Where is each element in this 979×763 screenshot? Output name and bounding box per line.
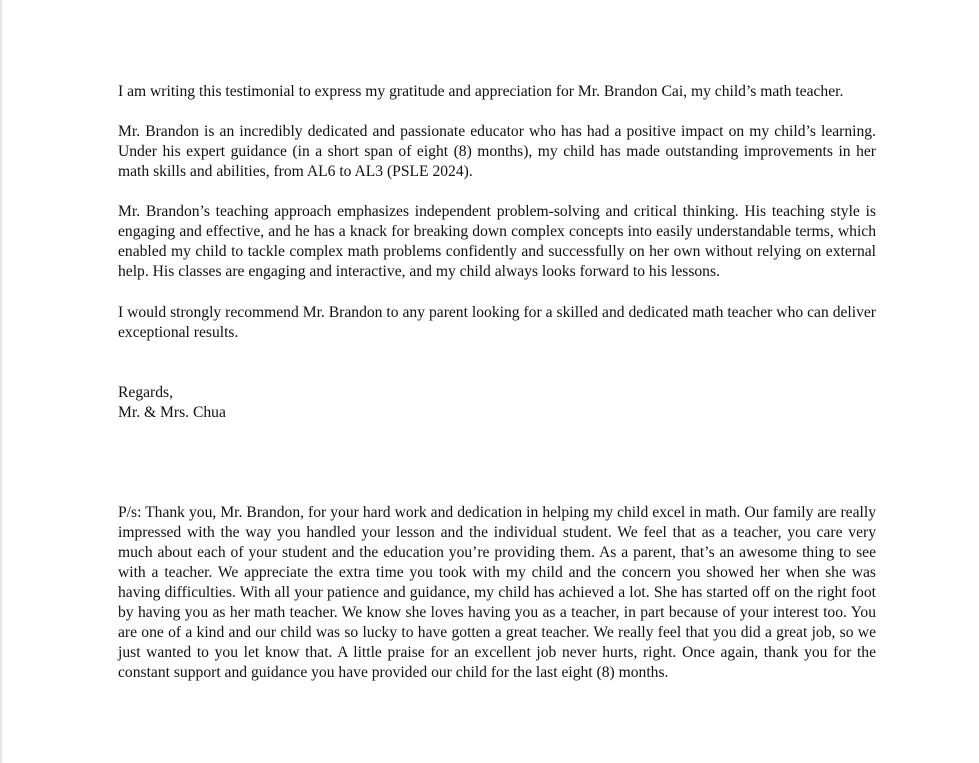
intro-paragraph: I am writing this testimonial to express my gratitude and appreciation for Mr. Brandon Cai, my child’s math teacher. <box>118 83 844 100</box>
body-paragraph-2: Mr. Brandon’s teaching approach emphasizes independent problem-solving and critical thinking. His teaching style is engaging and effective, and he has a knack for breaking down complex concepts into easily understandable terms, which enabled my child to tackle complex math problems confidently and successfully on her own without relying on external help. His classes are engaging and interactive, and my child always looks forward to his lessons. <box>118 203 876 280</box>
closing-text: Regards, <box>118 384 173 401</box>
body-paragraph-3: I would strongly recommend Mr. Brandon to any parent looking for a skilled and dedicated math teacher who can deliver exceptional results. <box>118 304 876 341</box>
signature-block <box>118 383 876 423</box>
body-paragraph-1: Mr. Brandon is an incredibly dedicated and passionate educator who has had a positive impact on my child’s learning. Under his expert guidance (in a short span of eight (8) months), my child has made outstanding improvements in her math skills and abilities, from AL6 to AL3 (PSLE 2024). <box>118 123 876 180</box>
signature-name: Mr. & Mrs. Chua <box>118 404 226 421</box>
postscript-paragraph: P/s: Thank you, Mr. Brandon, for your hard work and dedication in helping my child excel in math. Our family are really impressed with the way you handled your lesson and the individual student. We feel that as a teacher, you care very much about each of your student and the education you’re providing them. As a parent, that’s an awesome thing to see with a teacher. We appreciate the extra time you took with my child and the concern you showed her when she was having difficulties. With all your patience and guidance, my child has achieved a lot. She has started off on the right foot by having you as her math teacher. We know she loves having you as a teacher, in part because of your interest too. You are one of a kind and our child was so lucky to have gotten a great teacher. We really feel that you did a great job, so we just wanted to you let know that. A little praise for an excellent job never hurts, right. Once again, thank you for the constant support and guidance you have provided our child for the last eight (8) months. <box>118 504 876 681</box>
page-edge <box>0 0 2 763</box>
